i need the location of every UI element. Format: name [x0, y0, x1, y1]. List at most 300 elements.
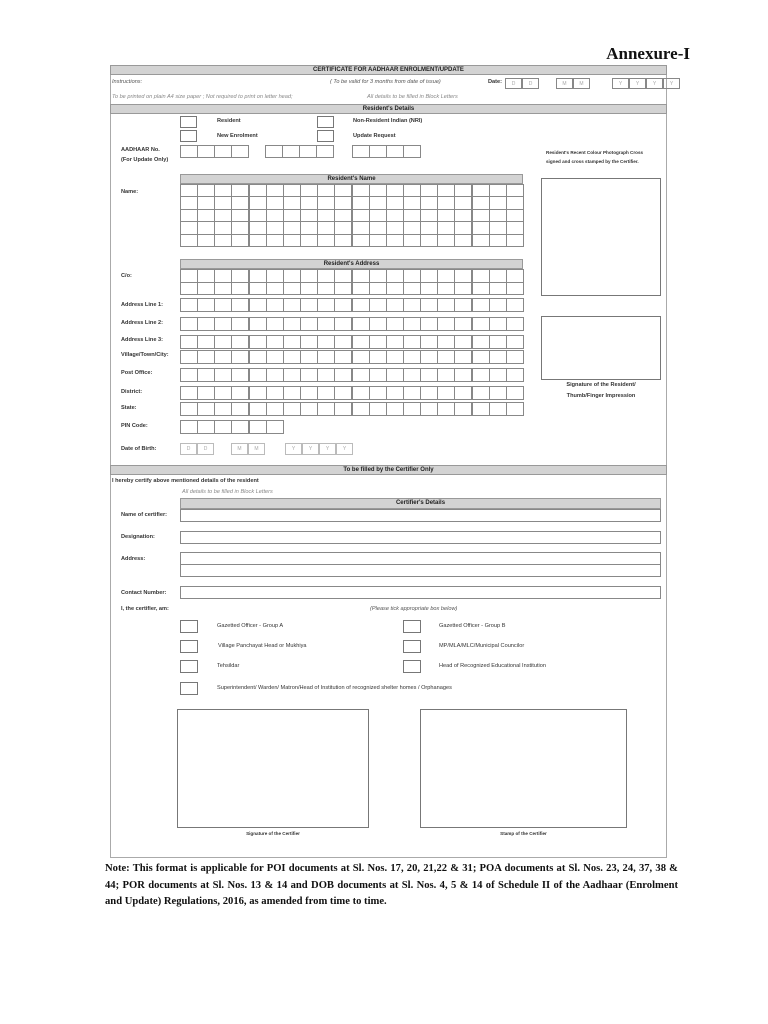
- state-char-input[interactable]: [403, 402, 421, 416]
- aadhaar-digit-input[interactable]: [369, 145, 387, 158]
- address-line-3-char-input[interactable]: [197, 335, 215, 349]
- name-char-input[interactable]: [403, 196, 421, 209]
- aadhaar-digit-input[interactable]: [282, 145, 300, 158]
- address-line-3-char-input[interactable]: [266, 335, 284, 349]
- state-char-input[interactable]: [420, 402, 438, 416]
- address-line-1-char-input[interactable]: [334, 298, 352, 312]
- address-line-2-char-input[interactable]: [437, 317, 455, 331]
- district-char-input[interactable]: [317, 386, 335, 400]
- post-office-char-input[interactable]: [231, 368, 249, 382]
- village-char-input[interactable]: [420, 350, 438, 364]
- name-char-input[interactable]: [266, 209, 284, 222]
- village-char-input[interactable]: [386, 350, 404, 364]
- name-char-input[interactable]: [249, 221, 267, 234]
- village-char-input[interactable]: [334, 350, 352, 364]
- co-char-input[interactable]: [403, 282, 421, 296]
- name-char-input[interactable]: [437, 209, 455, 222]
- date-digit-input[interactable]: M: [573, 78, 590, 89]
- name-char-input[interactable]: [197, 196, 215, 209]
- post-office-char-input[interactable]: [506, 368, 524, 382]
- address-line-3-char-input[interactable]: [214, 335, 232, 349]
- address-line-2-char-input[interactable]: [403, 317, 421, 331]
- address-line-3-char-input[interactable]: [231, 335, 249, 349]
- district-char-input[interactable]: [454, 386, 472, 400]
- address-line-2-char-input[interactable]: [506, 317, 524, 331]
- co-char-input[interactable]: [472, 269, 490, 283]
- name-char-input[interactable]: [489, 196, 507, 209]
- co-char-input[interactable]: [180, 269, 198, 283]
- date-digit-input[interactable]: Y: [646, 78, 663, 89]
- name-char-input[interactable]: [454, 221, 472, 234]
- village-char-input[interactable]: [283, 350, 301, 364]
- aadhaar-digit-input[interactable]: [231, 145, 249, 158]
- post-office-char-input[interactable]: [352, 368, 370, 382]
- address-line-1-char-input[interactable]: [489, 298, 507, 312]
- post-office-char-input[interactable]: [437, 368, 455, 382]
- name-char-input[interactable]: [197, 209, 215, 222]
- co-char-input[interactable]: [283, 282, 301, 296]
- name-char-input[interactable]: [317, 221, 335, 234]
- state-char-input[interactable]: [283, 402, 301, 416]
- name-char-input[interactable]: [334, 234, 352, 247]
- designation-input[interactable]: [180, 531, 661, 544]
- address-line-2-char-input[interactable]: [266, 317, 284, 331]
- name-char-input[interactable]: [300, 209, 318, 222]
- district-char-input[interactable]: [369, 386, 387, 400]
- post-office-char-input[interactable]: [197, 368, 215, 382]
- name-char-input[interactable]: [300, 234, 318, 247]
- name-char-input[interactable]: [231, 234, 249, 247]
- name-char-input[interactable]: [489, 209, 507, 222]
- district-char-input[interactable]: [266, 386, 284, 400]
- pin-code-digit-input[interactable]: [180, 420, 198, 434]
- district-char-input[interactable]: [249, 386, 267, 400]
- name-char-input[interactable]: [214, 184, 232, 197]
- name-char-input[interactable]: [454, 184, 472, 197]
- district-char-input[interactable]: [231, 386, 249, 400]
- co-char-input[interactable]: [403, 269, 421, 283]
- name-char-input[interactable]: [214, 209, 232, 222]
- name-char-input[interactable]: [352, 221, 370, 234]
- pin-code-digit-input[interactable]: [249, 420, 267, 434]
- address-line-1-char-input[interactable]: [472, 298, 490, 312]
- address-line-2-char-input[interactable]: [283, 317, 301, 331]
- state-char-input[interactable]: [231, 402, 249, 416]
- certifier-address-input-2[interactable]: [180, 564, 661, 577]
- name-char-input[interactable]: [403, 221, 421, 234]
- district-char-input[interactable]: [386, 386, 404, 400]
- village-char-input[interactable]: [352, 350, 370, 364]
- post-office-char-input[interactable]: [369, 368, 387, 382]
- address-line-1-char-input[interactable]: [403, 298, 421, 312]
- state-char-input[interactable]: [300, 402, 318, 416]
- co-char-input[interactable]: [231, 282, 249, 296]
- address-line-2-char-input[interactable]: [180, 317, 198, 331]
- address-line-3-char-input[interactable]: [334, 335, 352, 349]
- address-line-1-char-input[interactable]: [437, 298, 455, 312]
- name-char-input[interactable]: [317, 234, 335, 247]
- address-line-2-char-input[interactable]: [249, 317, 267, 331]
- name-char-input[interactable]: [334, 209, 352, 222]
- co-char-input[interactable]: [420, 269, 438, 283]
- village-char-input[interactable]: [249, 350, 267, 364]
- district-char-input[interactable]: [197, 386, 215, 400]
- co-char-input[interactable]: [437, 269, 455, 283]
- certifier-name-input[interactable]: [180, 509, 661, 522]
- state-char-input[interactable]: [180, 402, 198, 416]
- name-char-input[interactable]: [369, 221, 387, 234]
- name-char-input[interactable]: [352, 209, 370, 222]
- state-char-input[interactable]: [334, 402, 352, 416]
- address-line-3-char-input[interactable]: [317, 335, 335, 349]
- co-char-input[interactable]: [352, 269, 370, 283]
- date-digit-input[interactable]: Y: [663, 78, 680, 89]
- name-char-input[interactable]: [180, 221, 198, 234]
- address-line-2-char-input[interactable]: [454, 317, 472, 331]
- name-char-input[interactable]: [489, 184, 507, 197]
- name-char-input[interactable]: [266, 221, 284, 234]
- update-request-checkbox[interactable]: [317, 130, 334, 142]
- district-char-input[interactable]: [334, 386, 352, 400]
- address-line-3-char-input[interactable]: [180, 335, 198, 349]
- date-digit-input[interactable]: Y: [612, 78, 629, 89]
- village-char-input[interactable]: [197, 350, 215, 364]
- name-char-input[interactable]: [369, 196, 387, 209]
- address-line-1-char-input[interactable]: [266, 298, 284, 312]
- address-line-2-char-input[interactable]: [317, 317, 335, 331]
- dob-digit-input[interactable]: M: [231, 443, 248, 455]
- date-digit-input[interactable]: M: [556, 78, 573, 89]
- village-char-input[interactable]: [317, 350, 335, 364]
- name-char-input[interactable]: [231, 196, 249, 209]
- post-office-char-input[interactable]: [249, 368, 267, 382]
- address-line-1-char-input[interactable]: [231, 298, 249, 312]
- gazetted-a-checkbox[interactable]: [180, 620, 198, 633]
- co-char-input[interactable]: [369, 269, 387, 283]
- state-char-input[interactable]: [317, 402, 335, 416]
- address-line-3-char-input[interactable]: [437, 335, 455, 349]
- address-line-1-char-input[interactable]: [249, 298, 267, 312]
- address-line-3-char-input[interactable]: [454, 335, 472, 349]
- aadhaar-digit-input[interactable]: [214, 145, 232, 158]
- co-char-input[interactable]: [334, 282, 352, 296]
- co-char-input[interactable]: [180, 282, 198, 296]
- post-office-char-input[interactable]: [266, 368, 284, 382]
- name-char-input[interactable]: [369, 184, 387, 197]
- address-line-3-char-input[interactable]: [352, 335, 370, 349]
- co-char-input[interactable]: [283, 269, 301, 283]
- co-char-input[interactable]: [317, 269, 335, 283]
- name-char-input[interactable]: [489, 234, 507, 247]
- village-char-input[interactable]: [403, 350, 421, 364]
- state-char-input[interactable]: [437, 402, 455, 416]
- dob-digit-input[interactable]: Y: [319, 443, 336, 455]
- co-char-input[interactable]: [214, 282, 232, 296]
- address-line-3-char-input[interactable]: [506, 335, 524, 349]
- state-char-input[interactable]: [506, 402, 524, 416]
- name-char-input[interactable]: [249, 184, 267, 197]
- district-char-input[interactable]: [352, 386, 370, 400]
- date-digit-input[interactable]: D: [505, 78, 522, 89]
- state-char-input[interactable]: [197, 402, 215, 416]
- name-char-input[interactable]: [403, 184, 421, 197]
- name-char-input[interactable]: [369, 234, 387, 247]
- name-char-input[interactable]: [437, 184, 455, 197]
- address-line-2-char-input[interactable]: [300, 317, 318, 331]
- tehsildar-checkbox[interactable]: [180, 660, 198, 673]
- name-char-input[interactable]: [180, 234, 198, 247]
- address-line-2-char-input[interactable]: [386, 317, 404, 331]
- address-line-2-char-input[interactable]: [472, 317, 490, 331]
- district-char-input[interactable]: [180, 386, 198, 400]
- name-char-input[interactable]: [386, 221, 404, 234]
- name-char-input[interactable]: [317, 184, 335, 197]
- state-char-input[interactable]: [454, 402, 472, 416]
- post-office-char-input[interactable]: [180, 368, 198, 382]
- village-char-input[interactable]: [214, 350, 232, 364]
- co-char-input[interactable]: [420, 282, 438, 296]
- post-office-char-input[interactable]: [317, 368, 335, 382]
- aadhaar-digit-input[interactable]: [180, 145, 198, 158]
- post-office-char-input[interactable]: [334, 368, 352, 382]
- state-char-input[interactable]: [386, 402, 404, 416]
- name-char-input[interactable]: [420, 209, 438, 222]
- name-char-input[interactable]: [472, 184, 490, 197]
- name-char-input[interactable]: [283, 234, 301, 247]
- co-char-input[interactable]: [489, 269, 507, 283]
- name-char-input[interactable]: [472, 221, 490, 234]
- gazetted-b-checkbox[interactable]: [403, 620, 421, 633]
- name-char-input[interactable]: [472, 209, 490, 222]
- address-line-1-char-input[interactable]: [283, 298, 301, 312]
- co-char-input[interactable]: [334, 269, 352, 283]
- date-digit-input[interactable]: Y: [629, 78, 646, 89]
- name-char-input[interactable]: [420, 184, 438, 197]
- panchayat-head-checkbox[interactable]: [180, 640, 198, 653]
- post-office-char-input[interactable]: [403, 368, 421, 382]
- address-line-1-char-input[interactable]: [369, 298, 387, 312]
- state-char-input[interactable]: [352, 402, 370, 416]
- name-char-input[interactable]: [266, 234, 284, 247]
- district-char-input[interactable]: [420, 386, 438, 400]
- name-char-input[interactable]: [197, 234, 215, 247]
- village-char-input[interactable]: [266, 350, 284, 364]
- district-char-input[interactable]: [283, 386, 301, 400]
- co-char-input[interactable]: [472, 282, 490, 296]
- pin-code-digit-input[interactable]: [214, 420, 232, 434]
- name-char-input[interactable]: [334, 196, 352, 209]
- address-line-3-char-input[interactable]: [300, 335, 318, 349]
- name-char-input[interactable]: [300, 184, 318, 197]
- co-char-input[interactable]: [249, 282, 267, 296]
- name-char-input[interactable]: [283, 221, 301, 234]
- address-line-1-char-input[interactable]: [180, 298, 198, 312]
- name-char-input[interactable]: [214, 221, 232, 234]
- district-char-input[interactable]: [489, 386, 507, 400]
- name-char-input[interactable]: [437, 221, 455, 234]
- address-line-1-char-input[interactable]: [214, 298, 232, 312]
- name-char-input[interactable]: [266, 196, 284, 209]
- co-char-input[interactable]: [454, 269, 472, 283]
- name-char-input[interactable]: [472, 196, 490, 209]
- name-char-input[interactable]: [317, 209, 335, 222]
- address-line-3-char-input[interactable]: [249, 335, 267, 349]
- mp-mla-checkbox[interactable]: [403, 640, 421, 653]
- village-char-input[interactable]: [454, 350, 472, 364]
- address-line-2-char-input[interactable]: [369, 317, 387, 331]
- name-char-input[interactable]: [506, 196, 524, 209]
- name-char-input[interactable]: [454, 196, 472, 209]
- address-line-3-char-input[interactable]: [489, 335, 507, 349]
- name-char-input[interactable]: [437, 234, 455, 247]
- name-char-input[interactable]: [283, 209, 301, 222]
- aadhaar-digit-input[interactable]: [403, 145, 421, 158]
- district-char-input[interactable]: [300, 386, 318, 400]
- address-line-3-char-input[interactable]: [420, 335, 438, 349]
- address-line-2-char-input[interactable]: [352, 317, 370, 331]
- dob-digit-input[interactable]: Y: [302, 443, 319, 455]
- village-char-input[interactable]: [180, 350, 198, 364]
- name-char-input[interactable]: [283, 196, 301, 209]
- name-char-input[interactable]: [214, 234, 232, 247]
- name-char-input[interactable]: [352, 184, 370, 197]
- co-char-input[interactable]: [352, 282, 370, 296]
- name-char-input[interactable]: [472, 234, 490, 247]
- name-char-input[interactable]: [197, 221, 215, 234]
- co-char-input[interactable]: [386, 269, 404, 283]
- name-char-input[interactable]: [386, 196, 404, 209]
- district-char-input[interactable]: [403, 386, 421, 400]
- post-office-char-input[interactable]: [472, 368, 490, 382]
- address-line-2-char-input[interactable]: [197, 317, 215, 331]
- name-char-input[interactable]: [249, 196, 267, 209]
- state-char-input[interactable]: [369, 402, 387, 416]
- village-char-input[interactable]: [472, 350, 490, 364]
- dob-digit-input[interactable]: D: [180, 443, 197, 455]
- co-char-input[interactable]: [489, 282, 507, 296]
- superintendent-checkbox[interactable]: [180, 682, 198, 695]
- name-char-input[interactable]: [249, 234, 267, 247]
- post-office-char-input[interactable]: [300, 368, 318, 382]
- name-char-input[interactable]: [420, 234, 438, 247]
- co-char-input[interactable]: [506, 282, 524, 296]
- state-char-input[interactable]: [472, 402, 490, 416]
- name-char-input[interactable]: [231, 184, 249, 197]
- aadhaar-digit-input[interactable]: [316, 145, 334, 158]
- name-char-input[interactable]: [334, 184, 352, 197]
- name-char-input[interactable]: [197, 184, 215, 197]
- name-char-input[interactable]: [403, 209, 421, 222]
- address-line-1-char-input[interactable]: [506, 298, 524, 312]
- co-char-input[interactable]: [369, 282, 387, 296]
- name-char-input[interactable]: [180, 184, 198, 197]
- co-char-input[interactable]: [214, 269, 232, 283]
- district-char-input[interactable]: [472, 386, 490, 400]
- name-char-input[interactable]: [334, 221, 352, 234]
- co-char-input[interactable]: [300, 269, 318, 283]
- contact-number-input[interactable]: [180, 586, 661, 599]
- co-char-input[interactable]: [437, 282, 455, 296]
- name-char-input[interactable]: [386, 184, 404, 197]
- state-char-input[interactable]: [489, 402, 507, 416]
- name-char-input[interactable]: [420, 221, 438, 234]
- head-education-checkbox[interactable]: [403, 660, 421, 673]
- address-line-2-char-input[interactable]: [334, 317, 352, 331]
- name-char-input[interactable]: [180, 209, 198, 222]
- name-char-input[interactable]: [231, 209, 249, 222]
- address-line-1-char-input[interactable]: [352, 298, 370, 312]
- name-char-input[interactable]: [386, 234, 404, 247]
- name-char-input[interactable]: [489, 221, 507, 234]
- address-line-3-char-input[interactable]: [369, 335, 387, 349]
- co-char-input[interactable]: [317, 282, 335, 296]
- new-enrolment-checkbox[interactable]: [180, 130, 197, 142]
- nri-checkbox[interactable]: [317, 116, 334, 128]
- name-char-input[interactable]: [214, 196, 232, 209]
- address-line-2-char-input[interactable]: [420, 317, 438, 331]
- name-char-input[interactable]: [352, 196, 370, 209]
- co-char-input[interactable]: [506, 269, 524, 283]
- village-char-input[interactable]: [506, 350, 524, 364]
- name-char-input[interactable]: [454, 234, 472, 247]
- name-char-input[interactable]: [369, 209, 387, 222]
- name-char-input[interactable]: [506, 184, 524, 197]
- pin-code-digit-input[interactable]: [266, 420, 284, 434]
- address-line-3-char-input[interactable]: [403, 335, 421, 349]
- post-office-char-input[interactable]: [283, 368, 301, 382]
- address-line-2-char-input[interactable]: [214, 317, 232, 331]
- state-char-input[interactable]: [214, 402, 232, 416]
- name-char-input[interactable]: [249, 209, 267, 222]
- address-line-1-char-input[interactable]: [300, 298, 318, 312]
- aadhaar-digit-input[interactable]: [265, 145, 283, 158]
- pin-code-digit-input[interactable]: [231, 420, 249, 434]
- village-char-input[interactable]: [231, 350, 249, 364]
- aadhaar-digit-input[interactable]: [386, 145, 404, 158]
- address-line-3-char-input[interactable]: [386, 335, 404, 349]
- name-char-input[interactable]: [231, 221, 249, 234]
- post-office-char-input[interactable]: [489, 368, 507, 382]
- state-char-input[interactable]: [266, 402, 284, 416]
- village-char-input[interactable]: [437, 350, 455, 364]
- name-char-input[interactable]: [420, 196, 438, 209]
- address-line-1-char-input[interactable]: [454, 298, 472, 312]
- address-line-3-char-input[interactable]: [283, 335, 301, 349]
- dob-digit-input[interactable]: Y: [285, 443, 302, 455]
- name-char-input[interactable]: [506, 209, 524, 222]
- aadhaar-digit-input[interactable]: [352, 145, 370, 158]
- village-char-input[interactable]: [369, 350, 387, 364]
- village-char-input[interactable]: [489, 350, 507, 364]
- name-char-input[interactable]: [506, 234, 524, 247]
- dob-digit-input[interactable]: D: [197, 443, 214, 455]
- aadhaar-digit-input[interactable]: [299, 145, 317, 158]
- co-char-input[interactable]: [266, 282, 284, 296]
- state-char-input[interactable]: [249, 402, 267, 416]
- dob-digit-input[interactable]: M: [248, 443, 265, 455]
- name-char-input[interactable]: [352, 234, 370, 247]
- resident-checkbox[interactable]: [180, 116, 197, 128]
- address-line-1-char-input[interactable]: [197, 298, 215, 312]
- post-office-char-input[interactable]: [386, 368, 404, 382]
- post-office-char-input[interactable]: [420, 368, 438, 382]
- name-char-input[interactable]: [506, 221, 524, 234]
- co-char-input[interactable]: [197, 282, 215, 296]
- name-char-input[interactable]: [283, 184, 301, 197]
- address-line-3-char-input[interactable]: [472, 335, 490, 349]
- post-office-char-input[interactable]: [454, 368, 472, 382]
- name-char-input[interactable]: [180, 196, 198, 209]
